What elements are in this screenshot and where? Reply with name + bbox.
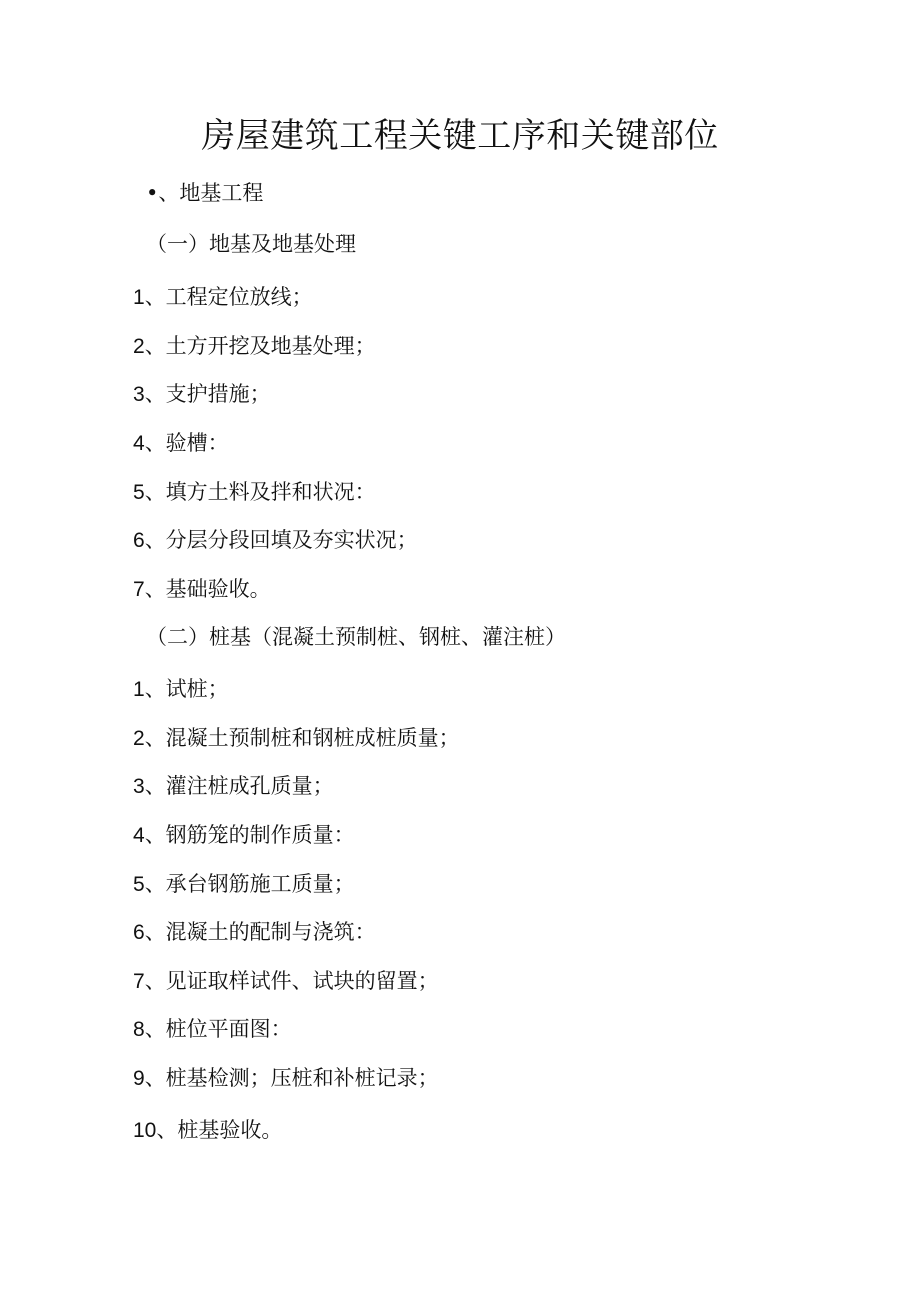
list-item-number: 10 (133, 1119, 157, 1142)
list-item-text: 、分层分段回填及夯实状况； (144, 528, 418, 552)
list-item (133, 331, 376, 362)
list-item-text: 、桩基检测；压桩和补桩记录； (144, 1066, 439, 1090)
list-item-text: 、承台钢筋施工质量； (144, 872, 355, 896)
bullet-marker: • (146, 181, 159, 205)
list-item-number: 7 (133, 578, 145, 601)
list-item-text: 、基础验收。 (144, 577, 271, 601)
list-item-number: 1 (133, 678, 145, 701)
list-item-text: 、填方土料及拌和状况： (144, 480, 376, 504)
list-item (133, 966, 439, 997)
list-item-number: 2 (133, 335, 145, 358)
list-item-text: 、混凝土的配制与浇筑： (144, 920, 376, 944)
list-item-number: 8 (133, 1018, 145, 1041)
list-item (133, 674, 229, 705)
list-item-text: 、桩位平面图： (144, 1017, 292, 1041)
list-item (133, 525, 418, 556)
list-item (133, 1063, 439, 1094)
list-item-text: 、钢筋笼的制作质量： (144, 823, 355, 847)
document-title: 房屋建筑工程关键工序和关键部位 (201, 116, 719, 156)
list-item (133, 282, 313, 313)
list-item (133, 379, 271, 410)
list-item (133, 1115, 282, 1146)
list-item-text: 、试桩； (144, 677, 229, 701)
list-item-number: 7 (133, 970, 145, 993)
list-item-text: 、混凝土预制桩和钢桩成桩质量； (144, 726, 460, 750)
list-item (133, 477, 376, 508)
list-item-number: 5 (133, 873, 145, 896)
list-item (133, 1014, 292, 1045)
list-item-number: 1 (133, 286, 145, 309)
list-item-number: 3 (133, 383, 145, 406)
list-item-number: 6 (133, 529, 145, 552)
list-item (133, 723, 460, 754)
list-item-number: 6 (133, 921, 145, 944)
list-item (133, 869, 355, 900)
subsection-heading-2: （二）桩基（混凝土预制桩、钢桩、灌注桩） (146, 625, 566, 649)
list-item (133, 428, 229, 459)
list-item (133, 917, 376, 948)
list-item-text: 、验槽： (144, 431, 229, 455)
list-item-text: 、灌注桩成孔质量； (144, 774, 334, 798)
list-item-number: 4 (133, 824, 145, 847)
list-item-number: 2 (133, 727, 145, 750)
list-item-number: 3 (133, 775, 145, 798)
list-item (133, 771, 334, 802)
list-item-text: 、见证取样试件、试块的留置； (144, 969, 439, 993)
list-item (133, 820, 355, 851)
list-item-number: 5 (133, 481, 145, 504)
list-item-text: 、桩基验收。 (156, 1118, 283, 1142)
subsection-heading-1: （一）地基及地基处理 (146, 232, 356, 256)
list-item-number: 9 (133, 1067, 145, 1090)
list-item-text: 、工程定位放线； (144, 285, 313, 309)
list-item-number: 4 (133, 432, 145, 455)
list-item-text: 、土方开挖及地基处理； (144, 334, 376, 358)
list-item-text: 、支护措施； (144, 382, 271, 406)
section-heading (146, 178, 263, 208)
list-item (133, 574, 271, 605)
section-heading-text: 、地基工程 (158, 181, 264, 205)
